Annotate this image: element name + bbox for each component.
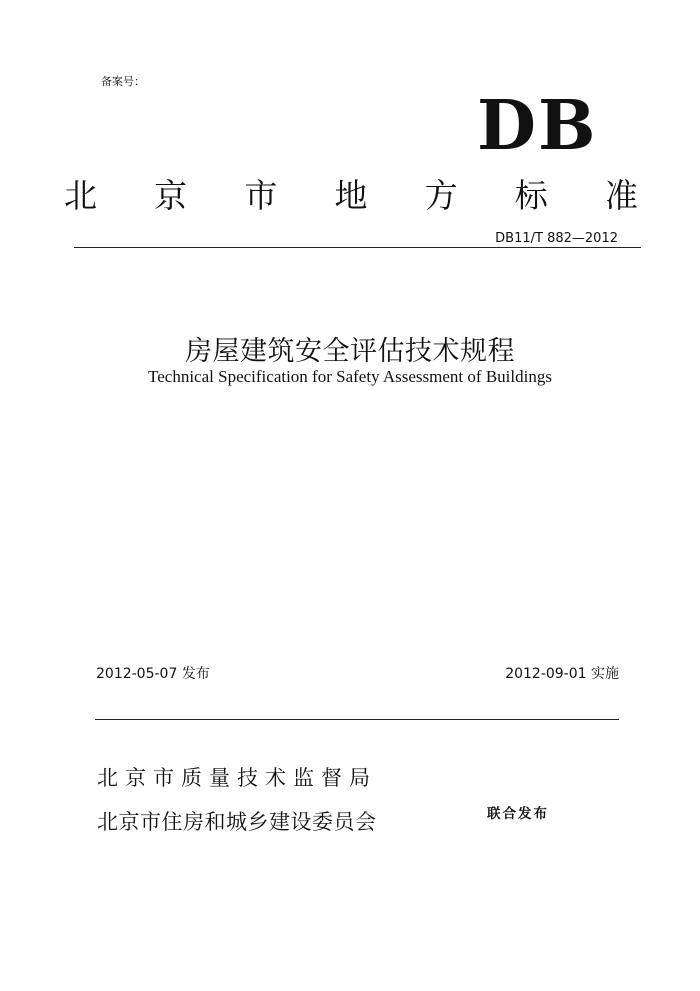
category-char: 方: [424, 176, 458, 215]
filing-number-label: 备案号：: [101, 75, 145, 88]
document-title-chinese: 房屋建筑安全评估技术规程: [185, 336, 515, 367]
category-char: 北: [64, 176, 97, 215]
standard-category-title: [64, 176, 638, 216]
standard-number: DB11/T 882—2012: [495, 231, 618, 246]
issuer-quality-bureau: 北京市质量技术监督局: [97, 766, 377, 790]
category-char: 准: [604, 176, 638, 215]
db-standard-mark: DB: [477, 86, 598, 166]
category-char: 市: [244, 176, 278, 215]
implementation-date: 2012-09-01 实施: [505, 666, 619, 682]
category-char: 京: [154, 176, 188, 215]
document-title-english: Technical Specification for Safety Assessment of Buildings: [148, 367, 552, 386]
footer-divider: [95, 719, 619, 720]
header-divider: [74, 247, 641, 248]
issuer-housing-commission: 北京市住房和城乡建设委员会: [97, 810, 377, 834]
issue-date: 2012-05-07 发布: [96, 666, 210, 682]
category-char: 地: [334, 176, 368, 215]
joint-release-label: 联合发布: [487, 806, 549, 822]
category-char: 标: [514, 176, 548, 215]
